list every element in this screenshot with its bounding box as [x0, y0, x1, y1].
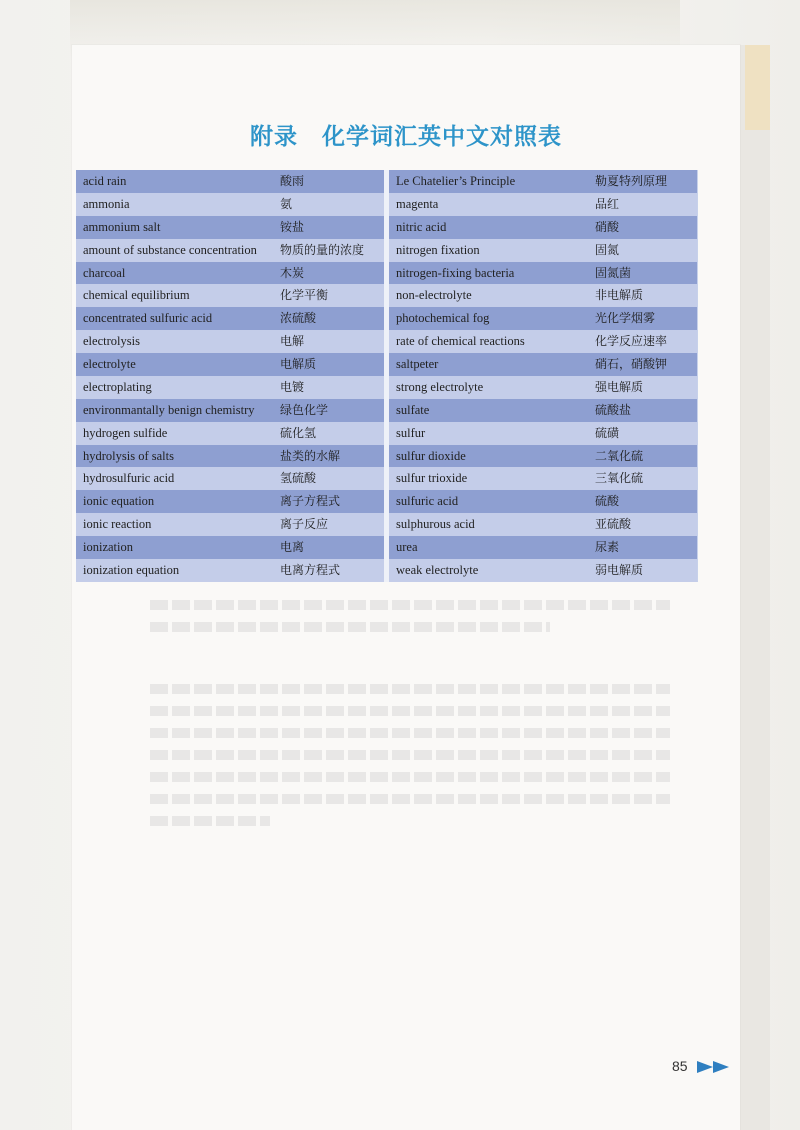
glossary-row [389, 445, 697, 468]
glossary-row [389, 422, 697, 445]
english-term: sulfate [396, 402, 430, 417]
glossary-row [389, 284, 697, 307]
english-term: sulphurous acid [396, 517, 475, 532]
glossary-column-left [76, 170, 384, 582]
show-through-text [150, 728, 670, 738]
glossary-row [76, 284, 384, 307]
english-term: photochemical fog [396, 311, 490, 326]
chinese-term: 固氮菌 [595, 265, 632, 280]
double-arrow-right-icon [697, 1059, 733, 1075]
glossary-row [76, 353, 384, 376]
glossary-row [76, 445, 384, 468]
chinese-term: 固氮 [595, 242, 620, 257]
show-through-text [150, 750, 670, 760]
glossary-row [389, 559, 697, 582]
glossary-row [389, 262, 697, 285]
glossary-row [389, 490, 697, 513]
show-through-text [150, 772, 670, 782]
chinese-term: 亚硫酸 [595, 517, 632, 532]
english-term: acid rain [83, 174, 127, 188]
chinese-term: 二氧化硫 [595, 448, 644, 463]
glossary-row [76, 490, 384, 513]
english-term: nitrogen fixation [396, 242, 480, 257]
page-edge-band [740, 45, 770, 1130]
glossary-row [76, 193, 384, 216]
english-term: sulfur trioxide [396, 471, 468, 486]
english-term: urea [396, 540, 418, 554]
glossary-row [76, 239, 384, 262]
glossary-column-right [389, 170, 697, 582]
show-through-text [150, 684, 670, 694]
english-term: hydrosulfuric acid [83, 471, 175, 486]
chinese-term: 电离 [280, 540, 305, 554]
glossary-row [389, 193, 697, 216]
glossary-row [389, 376, 697, 399]
english-term: ionic reaction [83, 517, 152, 532]
chinese-term: 酸雨 [280, 174, 305, 188]
english-term: sulfur [396, 425, 426, 440]
glossary-row [76, 307, 384, 330]
show-through-text [150, 794, 670, 804]
chinese-term: 尿素 [595, 540, 620, 554]
chinese-term: 硫酸 [595, 494, 620, 509]
glossary-row [76, 399, 384, 422]
glossary-row [76, 330, 384, 353]
chinese-term: 电离方程式 [280, 562, 341, 577]
glossary-row [76, 559, 384, 582]
chinese-term: 离子反应 [280, 517, 329, 532]
chinese-term: 勒夏特列原理 [595, 174, 668, 188]
show-through-text [150, 816, 270, 826]
english-term: saltpeter [396, 357, 439, 371]
english-term: ammonia [83, 196, 130, 211]
english-term: non-electrolyte [396, 288, 472, 303]
glossary-row [76, 376, 384, 399]
english-term: hydrolysis of salts [83, 448, 174, 463]
chinese-term: 木炭 [280, 265, 305, 280]
chinese-term: 铵盐 [280, 219, 305, 234]
chinese-term: 离子方程式 [280, 494, 341, 509]
english-term: sulfur dioxide [396, 448, 466, 463]
chinese-term: 电解 [280, 334, 305, 349]
chinese-term: 硫化氢 [280, 425, 317, 440]
english-term: chemical equilibrium [83, 288, 190, 303]
chinese-term: 氢硫酸 [280, 471, 317, 486]
english-term: nitrogen-fixing bacteria [396, 265, 515, 280]
glossary-row [389, 330, 697, 353]
english-term: ionization equation [83, 562, 180, 577]
chinese-term: 化学反应速率 [595, 334, 668, 349]
glossary-row [76, 262, 384, 285]
chinese-term: 电镀 [280, 379, 305, 394]
glossary-row [389, 399, 697, 422]
glossary-row [76, 422, 384, 445]
chinese-term: 硫磺 [595, 425, 620, 440]
english-term: electrolysis [83, 334, 140, 349]
chinese-term: 品红 [595, 196, 620, 211]
english-term: ionic equation [83, 494, 155, 509]
glossary-row [389, 513, 697, 536]
english-term: ionization [83, 540, 133, 554]
english-term: Le Chatelier’s Principle [396, 174, 516, 188]
glossary-row [76, 536, 384, 559]
english-term: environmantally benign chemistry [83, 402, 255, 417]
glossary-row [389, 353, 697, 376]
glossary-row [76, 467, 384, 490]
glossary-row [76, 170, 384, 193]
english-term: electroplating [83, 379, 152, 394]
chinese-term: 氨 [280, 196, 293, 211]
show-through-text [150, 706, 670, 716]
chinese-term: 光化学烟雾 [595, 311, 656, 326]
chinese-term: 物质的量的浓度 [280, 242, 365, 257]
chinese-term: 电解质 [280, 357, 317, 371]
page-number: 85 [672, 1058, 688, 1074]
chinese-term: 弱电解质 [595, 562, 644, 577]
glossary-row [389, 467, 697, 490]
glossary-row [389, 536, 697, 559]
english-term: ammonium salt [83, 219, 161, 234]
glossary-row [76, 513, 384, 536]
glossary-row [76, 216, 384, 239]
english-term: rate of chemical reactions [396, 334, 525, 349]
glossary-row [389, 170, 697, 193]
chinese-term: 非电解质 [595, 288, 644, 303]
chinese-term: 浓硫酸 [280, 311, 317, 326]
english-term: amount of substance concentration [83, 242, 257, 257]
english-term: nitric acid [396, 219, 447, 234]
english-term: weak electrolyte [396, 562, 479, 577]
page-edge-accent [745, 45, 770, 130]
chinese-term: 化学平衡 [280, 288, 329, 303]
chinese-term: 绿色化学 [280, 402, 329, 417]
chinese-term: 硝酸 [595, 219, 620, 234]
glossary-row [389, 307, 697, 330]
english-term: strong electrolyte [396, 379, 484, 394]
show-through-text [150, 600, 670, 610]
english-term: magenta [396, 196, 439, 211]
english-term: concentrated sulfuric acid [83, 311, 213, 326]
english-term: sulfuric acid [396, 494, 459, 509]
show-through-text [150, 622, 550, 632]
page-title: 附录 化学词汇英中文对照表 [250, 124, 562, 150]
chinese-term: 三氧化硫 [595, 471, 644, 486]
english-term: charcoal [83, 265, 126, 280]
english-term: electrolyte [83, 357, 136, 371]
chinese-term: 硫酸盐 [595, 402, 632, 417]
chinese-term: 强电解质 [595, 379, 644, 394]
glossary-row [389, 216, 697, 239]
chinese-term: 硝石，硝酸钾 [595, 357, 668, 371]
chinese-term: 盐类的水解 [280, 448, 341, 463]
glossary-table [76, 170, 698, 582]
glossary-row [389, 239, 697, 262]
english-term: hydrogen sulfide [83, 425, 168, 440]
